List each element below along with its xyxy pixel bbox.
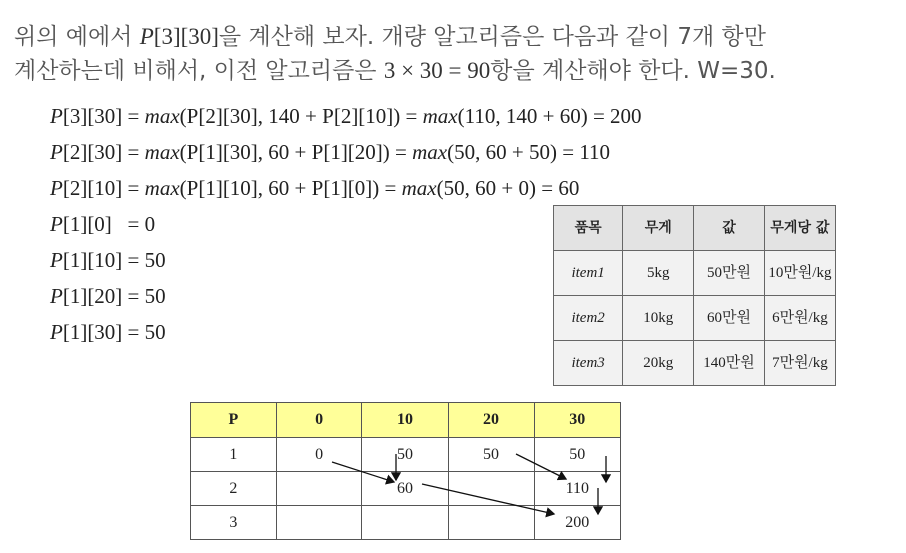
item-table-header: [554, 206, 836, 251]
eq-symbol: P: [50, 176, 63, 200]
intro-text-part: 항을 계산해야 한다. W=30.: [490, 58, 776, 84]
eq-symbol: P: [50, 140, 63, 164]
item-name-cell: item1: [554, 251, 623, 296]
item-weight-cell: 5kg: [623, 251, 694, 296]
equation-p2-10: [50, 170, 642, 206]
col-header-value-per-weight: 무게당 값: [764, 206, 835, 251]
eq-lhs: [3][30] =: [62, 104, 145, 128]
item-ratio-cell: 10만원/kg: [764, 251, 835, 296]
equation-p2-30: [50, 134, 642, 170]
eq-args: (P[2][30], 140 + P[2][10]) =: [179, 104, 423, 128]
item-value-cell: 50만원: [694, 251, 765, 296]
p-cell: [276, 472, 362, 506]
eq-symbol: P: [50, 104, 63, 128]
eq-args: (P[1][30], 60 + P[1][20]) =: [179, 140, 413, 164]
eq-symbol: P: [50, 284, 63, 308]
eq-max: max: [144, 140, 180, 164]
p-header-cell: 0: [276, 403, 362, 438]
p-cell: 50: [448, 438, 534, 472]
item-value-cell: 140만원: [694, 341, 765, 386]
p-cell: [448, 506, 534, 540]
p-cell: 2: [191, 472, 277, 506]
eq-lhs: [1][0] = 0: [62, 212, 156, 236]
eq-result: (110, 140 + 60) = 200: [457, 104, 642, 128]
p-header-cell: 30: [534, 403, 620, 438]
eq-symbol: P: [50, 212, 63, 236]
item-weight-cell: 20kg: [623, 341, 694, 386]
p-table: [190, 402, 621, 540]
item-ratio-cell: 7만원/kg: [764, 341, 835, 386]
item-name-cell: item3: [554, 341, 623, 386]
p-header-cell: 20: [448, 403, 534, 438]
eq-result: (50, 60 + 0) = 60: [436, 176, 580, 200]
eq-result: (50, 60 + 50) = 110: [447, 140, 611, 164]
item-ratio-cell: 6만원/kg: [764, 296, 835, 341]
p-cell: 3: [191, 506, 277, 540]
intro-line-2: [14, 54, 899, 88]
eq-max: max: [401, 176, 437, 200]
p-cell: 0: [276, 438, 362, 472]
eq-max: max: [144, 104, 180, 128]
p-cell: 60: [362, 472, 448, 506]
p-cell: 200: [534, 506, 620, 540]
item-weight-cell: 10kg: [623, 296, 694, 341]
p-cell: 110: [534, 472, 620, 506]
col-header-weight: 무게: [623, 206, 694, 251]
eq-max: max: [144, 176, 180, 200]
p-header-cell: P: [191, 403, 277, 438]
item-value-cell: 60만원: [694, 296, 765, 341]
intro-line-1: [14, 20, 899, 54]
p-table-header: [191, 403, 621, 438]
col-header-value: 값: [694, 206, 765, 251]
p-header-cell: 10: [362, 403, 448, 438]
intro-text: [14, 20, 899, 88]
eq-symbol: P: [50, 248, 63, 272]
p-cell: 50: [534, 438, 620, 472]
intro-count-expr: 3 × 30 = 90: [383, 58, 491, 83]
eq-max: max: [412, 140, 448, 164]
table-row: [191, 506, 621, 540]
item-name-cell: item2: [554, 296, 623, 341]
equation-p3-30: [50, 98, 642, 134]
eq-lhs: [2][10] =: [62, 176, 145, 200]
eq-max: max: [422, 104, 458, 128]
intro-p-symbol: P: [139, 24, 154, 49]
table-row: [191, 472, 621, 506]
intro-text-part: 을 계산해 보자. 개량 알고리즘은 다음과 같이 7개 항만: [218, 24, 766, 50]
table-row: [554, 251, 836, 296]
table-row: [554, 296, 836, 341]
eq-lhs: [1][10] = 50: [62, 248, 166, 272]
p-cell: [276, 506, 362, 540]
intro-index: [3][30]: [153, 24, 219, 49]
eq-lhs: [2][30] =: [62, 140, 145, 164]
eq-lhs: [1][20] = 50: [62, 284, 166, 308]
p-cell: 1: [191, 438, 277, 472]
intro-text-part: 계산하는데 비해서, 이전 알고리즘은: [14, 58, 384, 84]
p-cell: [362, 506, 448, 540]
item-table: [553, 205, 836, 386]
intro-text-part: 위의 예에서: [14, 24, 140, 50]
eq-args: (P[1][10], 60 + P[1][0]) =: [179, 176, 402, 200]
table-row: [191, 438, 621, 472]
table-row: [554, 341, 836, 386]
p-cell: 50: [362, 438, 448, 472]
eq-symbol: P: [50, 320, 63, 344]
col-header-item: 품목: [554, 206, 623, 251]
p-cell: [448, 472, 534, 506]
eq-lhs: [1][30] = 50: [62, 320, 166, 344]
